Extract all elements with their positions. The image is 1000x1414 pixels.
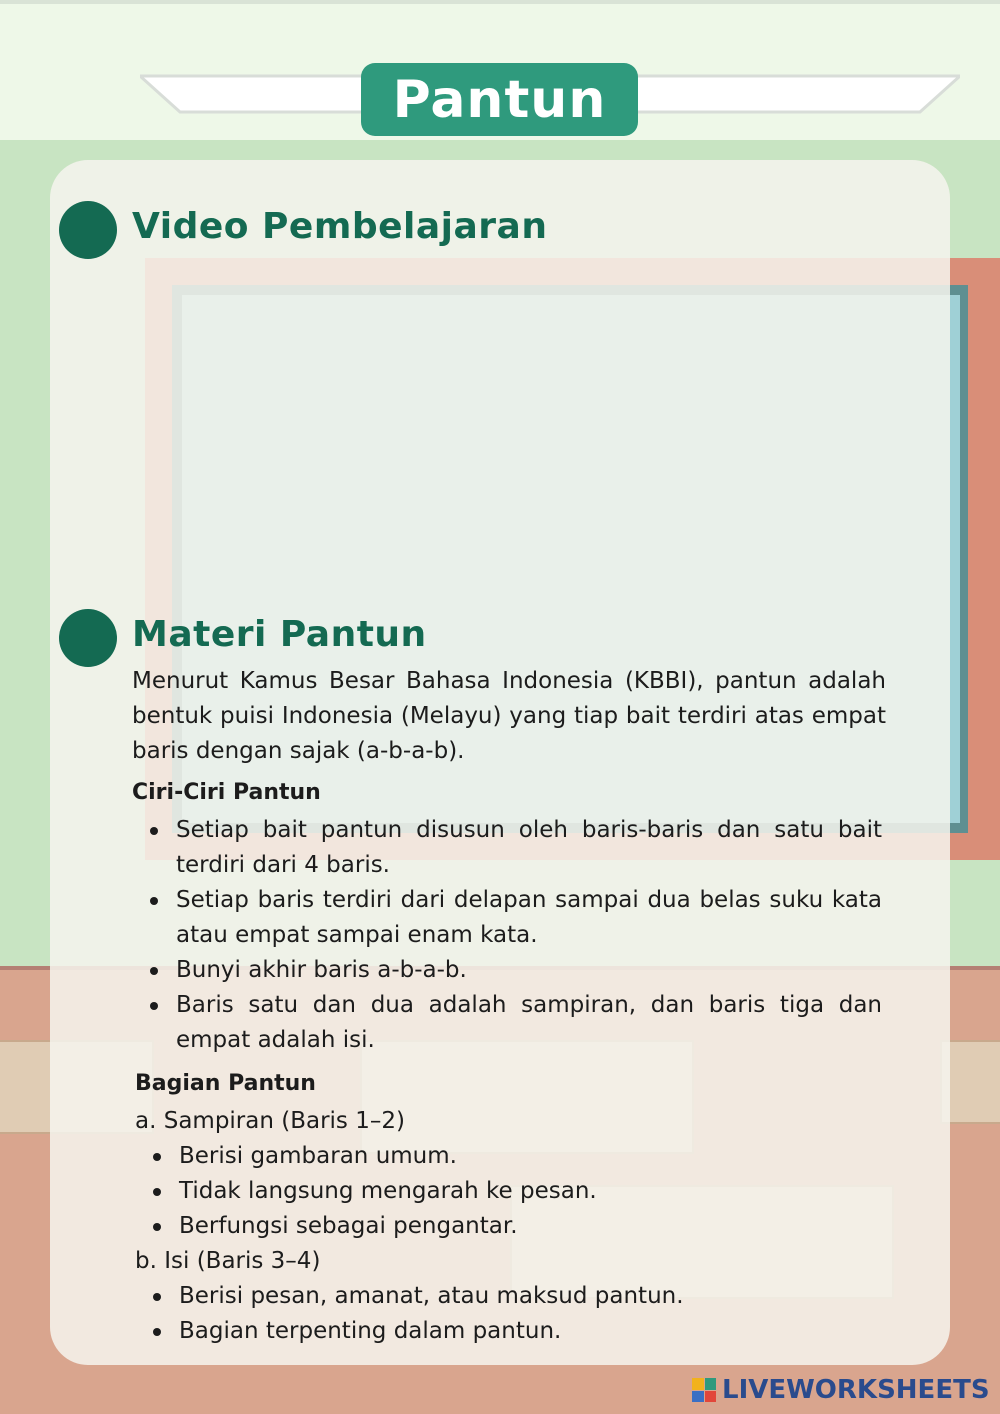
section-bullet-icon <box>59 609 117 667</box>
list-item: Berisi pesan, amanat, atau maksud pantun. <box>135 1279 875 1314</box>
sampiran-list <box>135 1139 875 1244</box>
page-title: Pantun <box>392 69 607 130</box>
ceiling-edge <box>0 0 1000 4</box>
materi-section-heading: Materi Pantun <box>132 614 427 655</box>
video-player-area[interactable] <box>145 265 945 595</box>
list-item: Bagian terpenting dalam pantun. <box>135 1314 875 1349</box>
bagian-heading: Bagian Pantun <box>135 1071 316 1096</box>
ciri-heading: Ciri-Ciri Pantun <box>132 780 321 805</box>
title-banner <box>361 63 638 136</box>
list-item: Tidak langsung mengarah ke pesan. <box>135 1174 875 1209</box>
list-item: Bunyi akhir baris a-b-a-b. <box>132 953 882 988</box>
liveworksheets-brand-text: LIVEWORKSHEETS <box>722 1375 990 1405</box>
isi-list <box>135 1279 875 1349</box>
video-section-heading: Video Pembelajaran <box>132 206 548 247</box>
list-item: Setiap baris terdiri dari delapan sampai dua belas suku kata atau empat sampai enam kata. <box>132 883 882 953</box>
liveworksheets-logo-icon <box>692 1378 716 1402</box>
sampiran-label: a. Sampiran (Baris 1–2) <box>135 1108 405 1134</box>
liveworksheets-branding <box>692 1370 990 1410</box>
section-bullet-icon <box>59 201 117 259</box>
materi-intro-paragraph: Menurut Kamus Besar Bahasa Indonesia (KBBI), pantun adalah bentuk puisi Indonesia (Melayu) yang tiap bait terdiri atas empat baris dengan sajak (a-b-a-b). <box>132 668 886 764</box>
ciri-list <box>132 813 882 1058</box>
list-item: Berisi gambaran umum. <box>135 1139 875 1174</box>
list-item: Berfungsi sebagai pengantar. <box>135 1209 875 1244</box>
isi-label: b. Isi (Baris 3–4) <box>135 1248 321 1274</box>
list-item: Setiap bait pantun disusun oleh baris-baris dan satu bait terdiri dari 4 baris. <box>132 813 882 883</box>
list-item: Baris satu dan dua adalah sampiran, dan baris tiga dan empat adalah isi. <box>132 988 882 1058</box>
